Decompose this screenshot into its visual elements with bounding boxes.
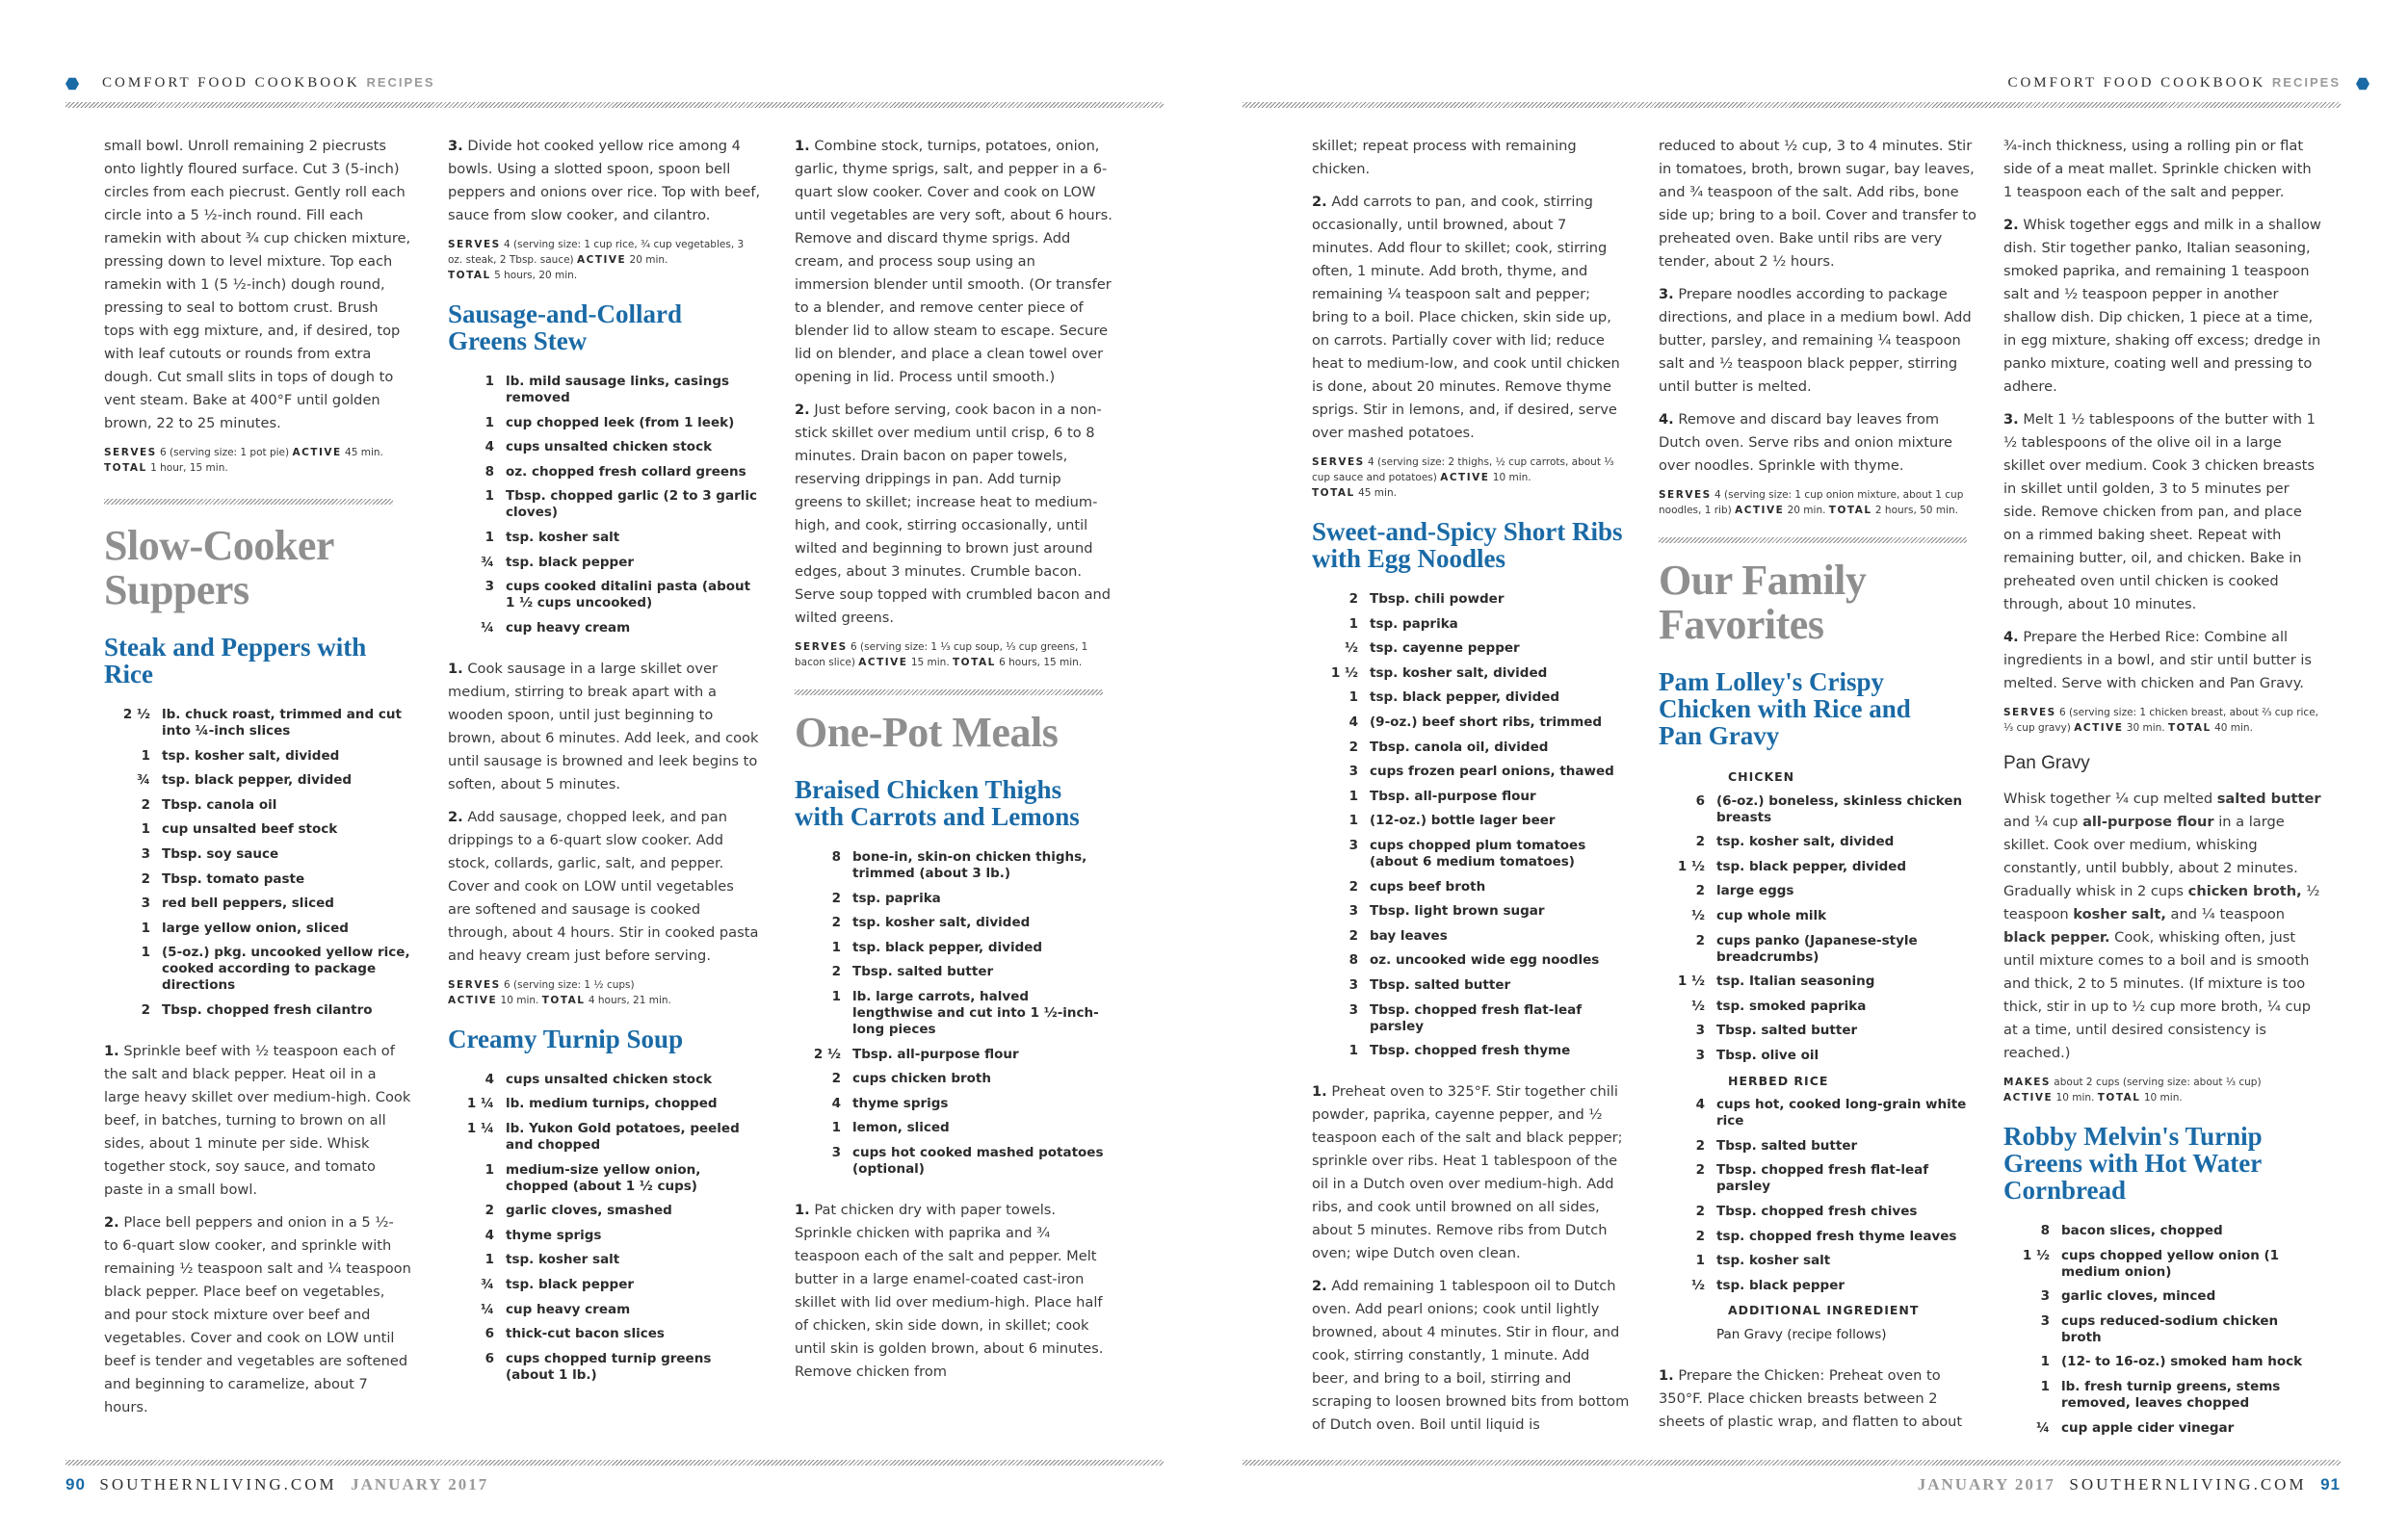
ingredient-item: 1 lb. mild sausage links, casings removed (484, 374, 730, 405)
ingredient-item: 3 Tbsp. soy sauce (141, 845, 279, 862)
ingredient-item: 1 medium-size yellow onion, chopped (about 1 ½ cups) (484, 1161, 701, 1194)
ingredient-item: ¾ tsp. black pepper (481, 1276, 635, 1292)
ingredient-item: 2 Tbsp. chopped fresh flat-leaf parsley (1695, 1162, 1929, 1195)
column-4 (1312, 135, 1630, 1446)
ingredient-item: 1 tsp. kosher salt (484, 529, 620, 545)
ingredient-item: 3 Tbsp. olive oil (1695, 1047, 1819, 1063)
ingredient-list (448, 374, 761, 636)
section-rule (1659, 537, 1967, 543)
ingredient-item: 1 Tbsp. all-purpose flour (1348, 788, 1536, 804)
ingredient-item: 2 Tbsp. canola oil, divided (1348, 739, 1549, 755)
ingredient-item: 1 ½ tsp. Italian seasoning (1677, 974, 1875, 990)
ingredient-item: 1 cup chopped leek (from 1 leek) (484, 414, 735, 430)
ingredient-item: 1 lb. fresh turnip greens, stems removed, leaves chopped (2040, 1378, 2281, 1411)
recipe-meta: SERVES 4 (serving size: 1 cup rice, ¾ cup vegetables, 3 oz. steak, 2 Tbsp. sauce) ACTIVE 20 min. TOTAL 5 hours, 20 min. (448, 239, 745, 281)
ingredient-item: 1 Tbsp. chopped fresh thyme (1348, 1043, 1571, 1059)
ingredient-item: ½ tsp. cayenne pepper (1345, 640, 1520, 657)
ingredient-item: 1 ¼ lb. medium turnips, chopped (466, 1096, 718, 1112)
step: 1. Cook sausage in a large skillet over medium, stirring to break apart with a wooden spoon, until just beginning to brown, about 6 minutes. Add leek, and cook until sausage is browned and leek begins to soften, about 5 minutes. (448, 660, 759, 792)
recipe-title: Sweet-and-Spicy Short Ribs with Egg Noodles (1312, 517, 1623, 573)
ingredient-item: ¼ cup heavy cream (481, 1301, 631, 1317)
footer-rule (65, 1460, 1164, 1466)
ingredient-item: 2 tsp. kosher salt, divided (1695, 834, 1895, 850)
ingredient-item: 3 cups chopped plum tomatoes (about 6 medium tomatoes) (1348, 837, 1586, 870)
column-5 (1659, 135, 1976, 1443)
ingredient-subhead: HERBED RICE (1728, 1073, 1829, 1088)
step: 2. Place bell peppers and onion in a 5 ½- to 6-quart slow cooker, and sprinkle with remaining ½ teaspoon salt and ¼ teaspoon black pepper. Place beef on vegetables, and pour stock mixture over beef and vegetables. Cover and cook on LOW until beef is tender and vegetables are softened and beginning to caramelize, about 7 hours. (104, 1213, 411, 1415)
ingredient-item: 8 bacon slices, chopped (2040, 1223, 2223, 1238)
ingredient-item: 3 cups reduced-sodium chicken broth (2040, 1312, 2279, 1345)
step: 4. Remove and discard bay leaves from Dutch oven. Serve ribs and onion mixture over noodles. Sprinkle with thyme. (1659, 411, 1952, 474)
ingredient-item: 4 cups unsalted chicken stock (484, 1071, 713, 1087)
ingredient-item: 4 cups unsalted chicken stock (484, 439, 713, 455)
ingredient-item: 2 Tbsp. tomato paste (141, 870, 305, 887)
column-6 (2003, 135, 2321, 1458)
ingredient-item: 1 ½ tsp. kosher salt, divided (1330, 664, 1548, 681)
running-header-right: COMFORT FOOD COOKBOOK RECIPES (2007, 75, 2341, 91)
ingredient-item: 2 cups chicken broth (831, 1071, 991, 1087)
column-3 (795, 135, 1112, 1393)
recipe-meta: SERVES 6 (serving size: 1 pot pie) ACTIVE 45 min. TOTAL 1 hour, 15 min. (104, 447, 383, 474)
ingredient-item: 2 cups beef broth (1348, 878, 1486, 895)
ingredient-item: 1 tsp. kosher salt (484, 1252, 620, 1268)
ingredient-item: 6 (6-oz.) boneless, skinless chicken breasts (1695, 792, 1963, 825)
ingredient-subhead: ADDITIONAL INGREDIENT (1728, 1303, 1920, 1318)
recipe-title: Steak and Peppers with Rice (104, 633, 367, 688)
ingredient-item: 6 thick-cut bacon slices (484, 1326, 665, 1342)
ingredient-item: ¼ cup heavy cream (481, 619, 631, 636)
step: 2. Add carrots to pan, and cook, stirring occasionally, until browned, about 7 minutes. Add flour to skillet; cook, stirring often, 1 minute. Add broth, thyme, and remaining ¼ teaspoon salt and pepper; bring to a boil. Place chicken, skin side up, on carrots. Partially cover with lid; reduce heat to medium-low, and cook until chicken is done, about 20 minutes. Remove thyme sprigs. Stir in lemons, and, if desired, serve over mashed potatoes. (1312, 194, 1620, 441)
ingredient-item: 1 lb. large carrots, halved lengthwise and cut into 1 ½-inch-long pieces (831, 988, 1099, 1037)
step: 1. Pat chicken dry with paper towels. Sprinkle chicken with paprika and ¾ teaspoon each of the salt and pepper. Melt butter in a large enamel-coated cast-iron skillet with lid over medium-high. Place half of chicken, skin side down, in skillet; cook until skin is golden brown, about 6 minutes. Remove chicken from (795, 1201, 1104, 1380)
ingredient-item: ¼ cup apple cider vinegar (2036, 1419, 2235, 1436)
section-title: One-Pot Meals (795, 709, 1059, 756)
ingredient-item: ½ tsp. black pepper (1691, 1277, 1845, 1293)
ingredient-item: 8 bone-in, skin-on chicken thighs, trimmed (about 3 lb.) (831, 849, 1087, 881)
footer-right: JANUARY 2017 SOUTHERNLIVING.COM 91 (1917, 1475, 2341, 1493)
ingredient-item: 2 tsp. kosher salt, divided (831, 915, 1031, 931)
header-rule (65, 102, 1164, 108)
ingredient-item: 1 lemon, sliced (831, 1120, 950, 1136)
ingredient-item: 1 tsp. kosher salt (1695, 1253, 1831, 1269)
ingredient-item: 1 cup unsalted beef stock (141, 821, 338, 838)
recipe-meta: SERVES 4 (serving size: 2 thighs, ½ cup carrots, about ⅓ cup sauce and potatoes) ACTIVE 10 min. TOTAL 45 min. (1312, 456, 1614, 499)
ingredient-item: 1 large yellow onion, sliced (141, 920, 349, 936)
recipe-meta: MAKES about 2 cups (serving size: about ⅓ cup) ACTIVE 10 min. TOTAL 10 min. (2003, 1077, 2262, 1104)
ingredient-list (1659, 768, 1976, 1343)
ingredient-item: 2 cups panko (Japanese-style breadcrumbs) (1695, 932, 1918, 965)
recipe-meta: SERVES 6 (serving size: 1 chicken breast, about ⅔ cup rice, ⅓ cup gravy) ACTIVE 30 min. TOTAL 40 min. (2003, 707, 2319, 734)
ingredient-item: 2 Tbsp. chili powder (1348, 591, 1505, 607)
gravy-title: Pan Gravy (2003, 753, 2090, 773)
ingredient-item: 2 large eggs (1695, 883, 1794, 899)
ingredient-list (795, 849, 1112, 1178)
ingredient-item: 1 ¼ lb. Yukon Gold potatoes, peeled and chopped (466, 1120, 740, 1153)
ingredient-list (1312, 591, 1630, 1059)
ingredient-item: 3 Tbsp. chopped fresh flat-leaf parsley (1348, 1001, 1583, 1034)
ingredient-item: 3 cups cooked ditalini pasta (about 1 ½ cups uncooked) (484, 579, 751, 611)
ingredient-item: 2 Tbsp. salted butter (1695, 1137, 1858, 1154)
step: 2. Add sausage, chopped leek, and pan drippings to a 6-quart slow cooker. Add stock, collards, garlic, salt, and pepper. Cover and cook on LOW until vegetables are softened and sausage is cooked through, about 4 hours. Stir in cooked pasta and heavy cream just before serving. (448, 808, 759, 964)
ingredient-item: ½ cup whole milk (1691, 907, 1827, 923)
ingredient-item: 3 Tbsp. salted butter (1348, 976, 1511, 993)
ingredient-item: 1 tsp. kosher salt, divided (141, 747, 340, 764)
recipe-title: Creamy Turnip Soup (448, 1024, 684, 1053)
hexagon-icon (2356, 77, 2369, 91)
ingredient-item: 2 tsp. paprika (831, 890, 941, 906)
ingredient-item: 4 cups hot, cooked long-grain white rice (1695, 1097, 1967, 1130)
step: 1. Sprinkle beef with ½ teaspoon each of the salt and black pepper. Heat oil in a large heavy skillet over medium-high. Cook beef, in batches, turning to brown on all sides, about 1 minute per side. Whisk together stock, soy sauce, and tomato paste in a small bowl. (104, 1042, 411, 1198)
section-rule (795, 689, 1103, 695)
ingredient-item: 1 (5-oz.) pkg. uncooked yellow rice, cooked according to package directions (141, 945, 410, 994)
step: 1. Preheat oven to 325°F. Stir together chili powder, paprika, cayenne pepper, and ½ teaspoon each of the salt and black pepper; sprinkle over ribs. Heat 1 tablespoon of the oil in a Dutch oven over medium-high. Add ribs, and cook until browned on all sides, about 5 minutes. Remove ribs from Dutch oven; wipe Dutch oven clean. (1312, 1083, 1623, 1262)
section-title: Slow-Cooker Suppers (104, 522, 334, 613)
ingredient-item: 3 garlic cloves, minced (2040, 1288, 2216, 1305)
recipe-title: Pam Lolley's Crispy Chicken with Rice and Pan Gravy (1659, 667, 1911, 750)
ingredient-item: 4 (9-oz.) beef short ribs, trimmed (1348, 714, 1603, 730)
recipe-title: Robby Melvin's Turnip Greens with Hot Water Cornbread (2003, 1122, 2263, 1205)
ingredient-item: 3 red bell peppers, sliced (141, 896, 334, 912)
ingredient-item: 2 tsp. chopped fresh thyme leaves (1695, 1228, 1957, 1244)
ingredient-item: 1 ½ tsp. black pepper, divided (1677, 858, 1907, 874)
ingredient-list (104, 707, 412, 1019)
ingredient-item: 2 Tbsp. chopped fresh cilantro (141, 1001, 373, 1018)
step: 2. Just before serving, cook bacon in a non-stick skillet over medium until crisp, 6 to 8 minutes. Drain bacon on paper towels, reserving drippings in pan. Add turnip greens to skillet; increase heat to medium-high, and cook, stirring occasionally, until wilted and beginning to brown just around edges, about 3 minutes. Crumble bacon. Serve soup topped with crumbled bacon and wilted greens. (795, 402, 1112, 626)
column-1 (104, 135, 412, 1429)
ingredient-item: Pan Gravy (recipe follows) (1716, 1326, 1887, 1342)
ingredient-item: 8 oz. uncooked wide egg noodles (1348, 952, 1600, 969)
ingredient-item: 8 oz. chopped fresh collard greens (484, 463, 746, 480)
ingredient-item: 1 tsp. black pepper, divided (1348, 689, 1560, 706)
step: 3. Prepare noodles according to package directions, and place in a medium bowl. Add butter, parsley, and remaining ¼ teaspoon salt and ½ teaspoon black pepper, stirring until butter is melted. (1659, 286, 1972, 395)
ingredient-item: 1 tsp. paprika (1348, 615, 1458, 632)
body-text: small bowl. Unroll remaining 2 piecrusts onto lightly floured surface. Cut 3 (5-inch) circles from each piecrust. Gently roll each circle into a 5 ½-inch round. Fill each ramekin with about ¾ cup chicken mixture, pressing down to level mixture. Top each ramekin with 1 (5 ½-inch) dough round, pressing to seal to bottom crust. Brush tops with egg mixture, and, if desired, top with leaf cutouts or rounds from extra dough. Cut small slits in tops of dough to vent steam. Bake at 400°F until golden brown, 22 to 25 minutes. (104, 138, 411, 431)
recipe-meta: SERVES 6 (serving size: 1 ½ cups) ACTIVE 10 min. TOTAL 4 hours, 21 min. (448, 978, 671, 1006)
step: 1. Combine stock, turnips, potatoes, onion, garlic, thyme sprigs, salt, and pepper in a 6-quart slow cooker. Cover and cook on LOW until vegetables are very soft, about 6 hours. Remove and discard thyme sprigs. Add cream, and process soup using an immersion blender until smooth. (Or transfer to a blender, and remove center piece of blender lid to allow steam to escape. Secure lid on blender, and place a clean towel over opening in lid. Process until smooth.) (795, 138, 1112, 385)
section-title: Our Family Favorites (1659, 557, 1867, 648)
ingredient-item: ¾ tsp. black pepper (481, 554, 635, 570)
ingredient-item: 1 Tbsp. chopped garlic (2 to 3 garlic cloves) (484, 488, 757, 521)
running-header-left: COMFORT FOOD COOKBOOK RECIPES (102, 75, 435, 91)
ingredient-list (2003, 1223, 2321, 1437)
ingredient-item: 6 cups chopped turnip greens (about 1 lb.) (484, 1350, 712, 1383)
ingredient-item: 1 (12- to 16-oz.) smoked ham hock (2040, 1354, 2303, 1370)
ingredient-item: ¾ tsp. black pepper, divided (137, 772, 353, 789)
gravy-text: Whisk together ¼ cup melted salted butter and ¼ cup all-purpose flour in a large skillet. Cook over medium, whisking constantly, until bubbly, about 2 minutes. Gradually whisk in 2 cups chicken broth, ½ teaspoon kosher salt, and ¼ teaspoon black pepper. Cook, whisking often, just until mixture comes to a boil and is smooth and thick, 2 to 5 minutes. (If mixture is too thick, stir in up to ½ cup more broth, ¼ cup at a time, until desired consistency is reached.) (2003, 791, 2321, 1061)
footer-left: 90 SOUTHERNLIVING.COM JANUARY 2017 (65, 1475, 489, 1493)
ingredient-item: 1 tsp. black pepper, divided (831, 939, 1043, 955)
step: 3. Divide hot cooked yellow rice among 4 bowls. Using a slotted spoon, spoon bell peppers and onions over rice. Top with beef, sauce from slow cooker, and cilantro. (448, 138, 761, 223)
header-rule (1243, 102, 2341, 108)
ingredient-list (448, 1072, 761, 1384)
ingredient-item: 2 Tbsp. salted butter (831, 964, 994, 980)
ingredient-item: 1 (12-oz.) bottle lager beer (1348, 813, 1556, 829)
ingredient-item: 3 Tbsp. salted butter (1695, 1023, 1858, 1039)
recipe-meta: SERVES 6 (serving size: 1 ⅓ cup soup, ⅓ cup greens, 1 bacon slice) ACTIVE 15 min. TOTAL 6 hours, 15 min. (795, 641, 1088, 668)
step: 3. Melt 1 ½ tablespoons of the butter with 1 ½ tablespoons of the olive oil in a large skillet over medium. Cook 3 chicken breasts in skillet until golden, 3 to 5 minutes per side. Remove chicken from pan, and place on a rimmed baking sheet. Repeat with remaining butter, oil, and chicken. Bake in preheated oven until chicken is cooked through, about 10 minutes. (2003, 411, 2316, 612)
footer-rule (1243, 1460, 2341, 1466)
recipe-title: Sausage-and-Collard Greens Stew (448, 299, 683, 355)
ingredient-item: ½ tsp. smoked paprika (1691, 998, 1867, 1014)
body-text: skillet; repeat process with remaining chicken. (1312, 138, 1577, 177)
ingredient-item: 2 garlic cloves, smashed (484, 1203, 672, 1219)
step: 2. Whisk together eggs and milk in a shallow dish. Stir together panko, Italian seasoning, smoked paprika, and remaining 1 teaspoon salt and ½ teaspoon pepper in another shallow dish. Dip chicken, 1 piece at a time, in egg mixture, shaking off excess; dredge in panko mixture, coating well and pressing to adhere. (2003, 217, 2321, 395)
ingredient-item: 2 ½ lb. chuck roast, trimmed and cut into ¼-inch slices (122, 707, 402, 739)
ingredient-item: 2 ½ Tbsp. all-purpose flour (813, 1046, 1019, 1062)
body-text: ¾-inch thickness, using a rolling pin or flat side of a meat mallet. Sprinkle chicken with 1 teaspoon each of the salt and pepper. (2003, 138, 2312, 200)
ingredient-item: 3 Tbsp. light brown sugar (1348, 903, 1545, 920)
body-text: reduced to about ½ cup, 3 to 4 minutes. Stir in tomatoes, broth, brown sugar, bay leaves, and ¾ teaspoon of the salt. Add ribs, bone side up; bring to a boil. Cover and transfer to preheated oven. Bake until ribs are very tender, about 2 ½ hours. (1659, 138, 1976, 270)
ingredient-item: 1 ½ cups chopped yellow onion (1 medium onion) (2022, 1247, 2280, 1280)
step: 1. Prepare the Chicken: Preheat oven to 350°F. Place chicken breasts between 2 sheets of plastic wrap, and flatten to about (1659, 1366, 1963, 1430)
ingredient-item: 4 thyme sprigs (484, 1227, 602, 1243)
step: 2. Add remaining 1 tablespoon oil to Dutch oven. Add pearl onions; cook until lightly browned, about 4 minutes. Stir in flour, and cook, stirring constantly, 1 minute. Add beer, and bring to a boil, stirring and scraping to loosen browned bits from bottom of Dutch oven. Boil until liquid is (1312, 1278, 1630, 1434)
ingredient-item: 4 thyme sprigs (831, 1095, 949, 1111)
ingredient-item: 2 bay leaves (1348, 927, 1448, 944)
ingredient-item: 2 Tbsp. chopped fresh chives (1695, 1203, 1918, 1219)
recipe-title: Braised Chicken Thighs with Carrots and Lemons (795, 775, 1080, 831)
step: 4. Prepare the Herbed Rice: Combine all ingredients in a bowl, and stir until butter is melted. Serve with chicken and Pan Gravy. (2003, 629, 2313, 691)
hexagon-icon (65, 77, 79, 91)
ingredient-subhead: CHICKEN (1728, 769, 1795, 784)
ingredient-item: 3 cups hot cooked mashed potatoes (optional) (831, 1144, 1104, 1177)
right-page (1204, 0, 2408, 1532)
section-rule (104, 499, 393, 505)
ingredient-item: 3 cups frozen pearl onions, thawed (1348, 764, 1614, 780)
ingredient-item: 2 Tbsp. canola oil (141, 796, 277, 813)
column-2 (448, 135, 761, 1405)
recipe-meta: SERVES 4 (serving size: 1 cup onion mixture, about 1 cup noodles, 1 rib) ACTIVE 20 min. TOTAL 2 hours, 50 min. (1659, 489, 1964, 516)
